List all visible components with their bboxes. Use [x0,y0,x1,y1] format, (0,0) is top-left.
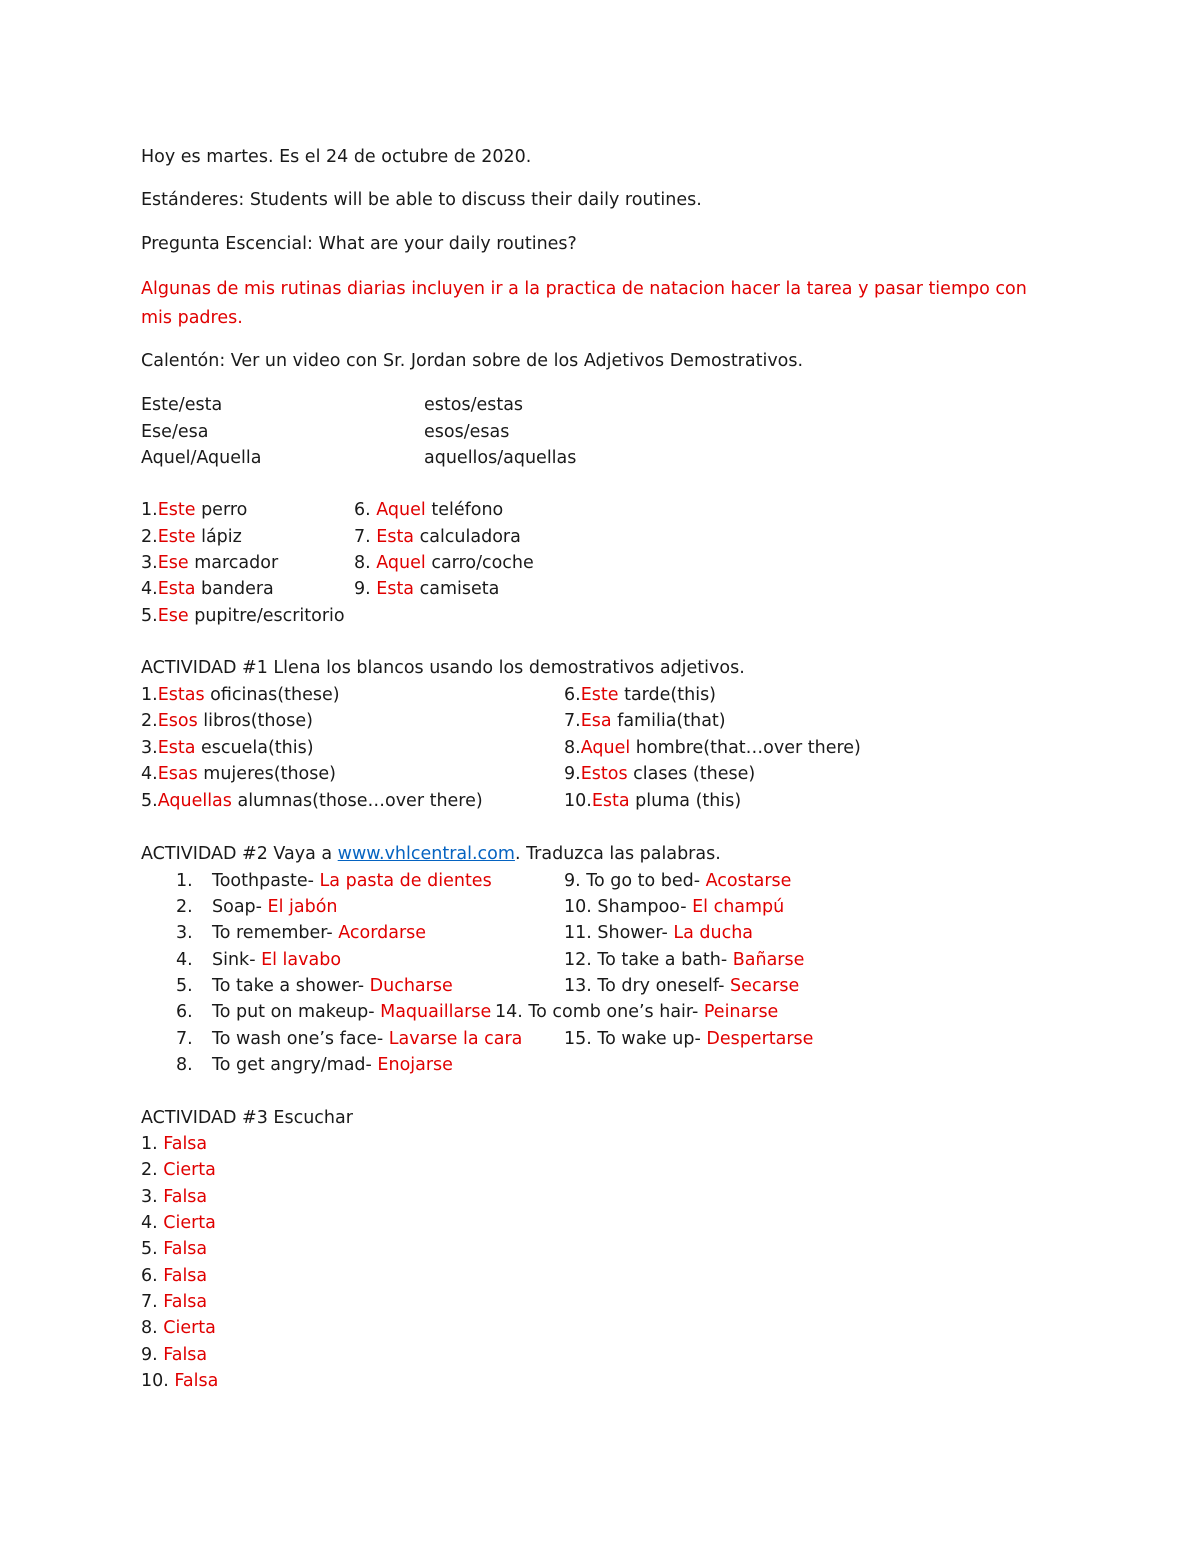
item-answer: Falsa [163,1134,208,1154]
item-number: 5. [141,606,158,626]
item-answer: Este [157,527,196,547]
item-answer: Cierta [163,1213,216,1233]
item-text: mujeres(those) [197,764,336,784]
item-answer: Acostarse [700,871,792,891]
list-item [141,552,278,574]
item-number: 10. [141,1371,175,1391]
item-number: 3. [141,553,158,573]
item-number: 10. [564,791,592,811]
item-text: teléfono [425,500,504,520]
item-answer: Esta [376,527,415,547]
actividad-3-title: ACTIVIDAD #3 Escuchar [141,1108,353,1128]
list-item [564,896,784,918]
item-number: 7. [354,527,377,547]
item-number: 1. [141,685,158,705]
item-text: pluma (this) [629,791,742,811]
item-answer: Falsa [174,1371,219,1391]
demonstrative-singular: Este/esta [141,395,223,415]
essential-question: Pregunta Escencial: What are your daily routines? [141,234,577,254]
item-answer: Secarse [724,976,800,996]
item-text: calculadora [414,527,521,547]
demonstrative-plural: aquellos/aquellas [424,448,577,468]
item-answer: Estos [580,764,628,784]
item-number: 8. [176,1055,193,1075]
list-item [354,499,503,521]
item-answer: Cierta [163,1160,216,1180]
list-item [212,975,453,997]
item-answer: Acordarse [332,923,427,943]
item-number: 9. [354,579,377,599]
list-item [495,1001,778,1023]
item-number: 6. [564,685,581,705]
demonstrative-singular: Aquel/Aquella [141,448,262,468]
item-number: 2. [141,527,158,547]
item-answer: Aquel [376,553,426,573]
list-item [564,922,753,944]
list-item [141,1133,207,1155]
item-number: 7. [564,711,581,731]
standards-line: Estánderes: Students will be able to discuss their daily routines. [141,190,702,210]
item-text: escuela(this) [195,738,314,758]
item-number: 4. [141,1213,164,1233]
item-term: To remember- [212,923,333,943]
item-term: 14. To comb one’s hair- [495,1002,699,1022]
demonstrative-plural: esos/esas [424,422,510,442]
list-item [564,684,716,706]
warmup-line: Calentón: Ver un video con Sr. Jordan sobre de los Adjetivos Demostrativos. [141,351,804,371]
list-item [141,737,314,759]
item-text: oficinas(these) [204,685,340,705]
item-number: 5. [141,1239,164,1259]
list-item [141,578,274,600]
item-number: 2. [141,1160,164,1180]
list-item [564,949,804,971]
item-answer: Falsa [163,1187,208,1207]
item-number: 9. [564,764,581,784]
item-answer: Peinarse [698,1002,779,1022]
item-answer: Esos [157,711,198,731]
item-answer: El lavabo [255,950,342,970]
item-number: 6. [176,1002,193,1022]
list-item [564,870,791,892]
item-number: 8. [564,738,581,758]
list-item [141,499,247,521]
item-number: 5. [141,791,158,811]
list-item [564,763,755,785]
actividad-2-title [141,843,721,865]
item-number: 3. [176,923,193,943]
item-answer: La pasta de dientes [313,871,492,891]
item-text: lápiz [195,527,242,547]
item-text: bandera [195,579,274,599]
item-number: 6. [354,500,377,520]
list-item [141,763,336,785]
list-item [354,526,521,548]
item-number: 2. [141,711,158,731]
item-answer: Falsa [163,1266,208,1286]
list-item [212,896,338,918]
item-answer: Ese [157,553,189,573]
item-term: Toothpaste- [212,871,314,891]
list-item [212,922,426,944]
title-suffix: . Traduzca las palabras. [514,844,721,864]
item-answer: Despertarse [700,1029,814,1049]
item-term: 15. To wake up- [564,1029,701,1049]
list-item [141,1238,207,1260]
item-answer: Aquellas [157,791,232,811]
item-term: To wash one’s face- [212,1029,384,1049]
item-text: familia(that) [611,711,726,731]
list-item [141,526,242,548]
item-text: libros(those) [197,711,313,731]
item-number: 4. [141,764,158,784]
item-term: To put on makeup- [212,1002,375,1022]
item-term: To take a shower- [212,976,365,996]
item-term: 9. To go to bed- [564,871,701,891]
item-number: 5. [176,976,193,996]
item-answer: Esta [591,791,630,811]
item-number: 3. [141,738,158,758]
item-number: 8. [141,1318,164,1338]
item-text: perro [195,500,248,520]
list-item [141,1186,207,1208]
item-answer: Maquaillarse [374,1002,492,1022]
list-item [141,710,313,732]
item-term: Soap- [212,897,262,917]
date-line: Hoy es martes. Es el 24 de octubre de 2020. [141,147,532,167]
item-term: 10. Shampoo- [564,897,687,917]
item-answer: Lavarse la cara [383,1029,523,1049]
list-item [141,1344,207,1366]
item-answer: Esta [376,579,415,599]
item-term: 11. Shower- [564,923,668,943]
list-item [141,1212,216,1234]
item-answer: Este [580,685,619,705]
item-number: 1. [141,500,158,520]
list-item [354,552,534,574]
item-text: marcador [188,553,279,573]
item-answer: Esta [157,738,196,758]
item-number: 7. [176,1029,193,1049]
answer-paragraph: Algunas de mis rutinas diarias incluyen ir a la practica de natacion hacer la tarea y pasar tiempo con mis padres. [141,279,1027,328]
item-text: pupitre/escritorio [188,606,345,626]
title-prefix: ACTIVIDAD #2 Vaya a [141,844,338,864]
item-number: 4. [176,950,193,970]
item-number: 2. [176,897,193,917]
item-answer: El champú [686,897,785,917]
list-item [141,1265,207,1287]
item-answer: Esta [157,579,196,599]
item-answer: El jabón [261,897,338,917]
item-answer: Esa [580,711,612,731]
item-term: 13. To dry oneself- [564,976,725,996]
item-number: 6. [141,1266,164,1286]
actividad-1-title: ACTIVIDAD #1 Llena los blancos usando los demostrativos adjetivos. [141,658,745,678]
list-item [564,710,726,732]
list-item [212,1028,522,1050]
item-answer: Ducharse [364,976,453,996]
item-number: 1. [176,871,193,891]
list-item [212,1001,491,1023]
item-text: alumnas(those…over there) [231,791,483,811]
list-item [564,790,741,812]
item-number: 8. [354,553,377,573]
item-answer: Esas [157,764,198,784]
list-item [564,1028,813,1050]
item-term: 12. To take a bath- [564,950,728,970]
item-answer: Enojarse [371,1055,453,1075]
item-term: Sink- [212,950,256,970]
item-answer: Falsa [163,1345,208,1365]
list-item [564,737,861,759]
list-item [212,870,492,892]
item-number: 4. [141,579,158,599]
list-item [141,1317,216,1339]
list-item [354,578,499,600]
item-number: 3. [141,1187,164,1207]
item-text: clases (these) [627,764,756,784]
item-text: camiseta [414,579,500,599]
item-answer: Este [157,500,196,520]
item-answer: Aquel [580,738,631,758]
item-number: 1. [141,1134,164,1154]
item-number: 9. [141,1345,164,1365]
item-answer: Estas [157,685,205,705]
item-answer: Bañarse [727,950,805,970]
item-answer: Cierta [163,1318,216,1338]
list-item [141,1370,218,1392]
item-text: carro/coche [425,553,534,573]
vhlcentral-link[interactable]: www.vhlcentral.com [337,844,515,864]
item-answer: Aquel [376,500,426,520]
list-item [141,684,340,706]
list-item [212,949,341,971]
list-item [212,1054,453,1076]
item-term: To get angry/mad- [212,1055,372,1075]
item-text: hombre(that…over there) [630,738,861,758]
demonstrative-singular: Ese/esa [141,422,209,442]
list-item [141,1159,216,1181]
item-answer: Falsa [163,1292,208,1312]
item-answer: Falsa [163,1239,208,1259]
list-item [141,1291,207,1313]
list-item [141,605,345,627]
item-answer: Ese [157,606,189,626]
item-number: 7. [141,1292,164,1312]
list-item [141,790,483,812]
demonstrative-plural: estos/estas [424,395,524,415]
item-text: tarde(this) [618,685,717,705]
list-item [564,975,799,997]
item-answer: La ducha [667,923,754,943]
